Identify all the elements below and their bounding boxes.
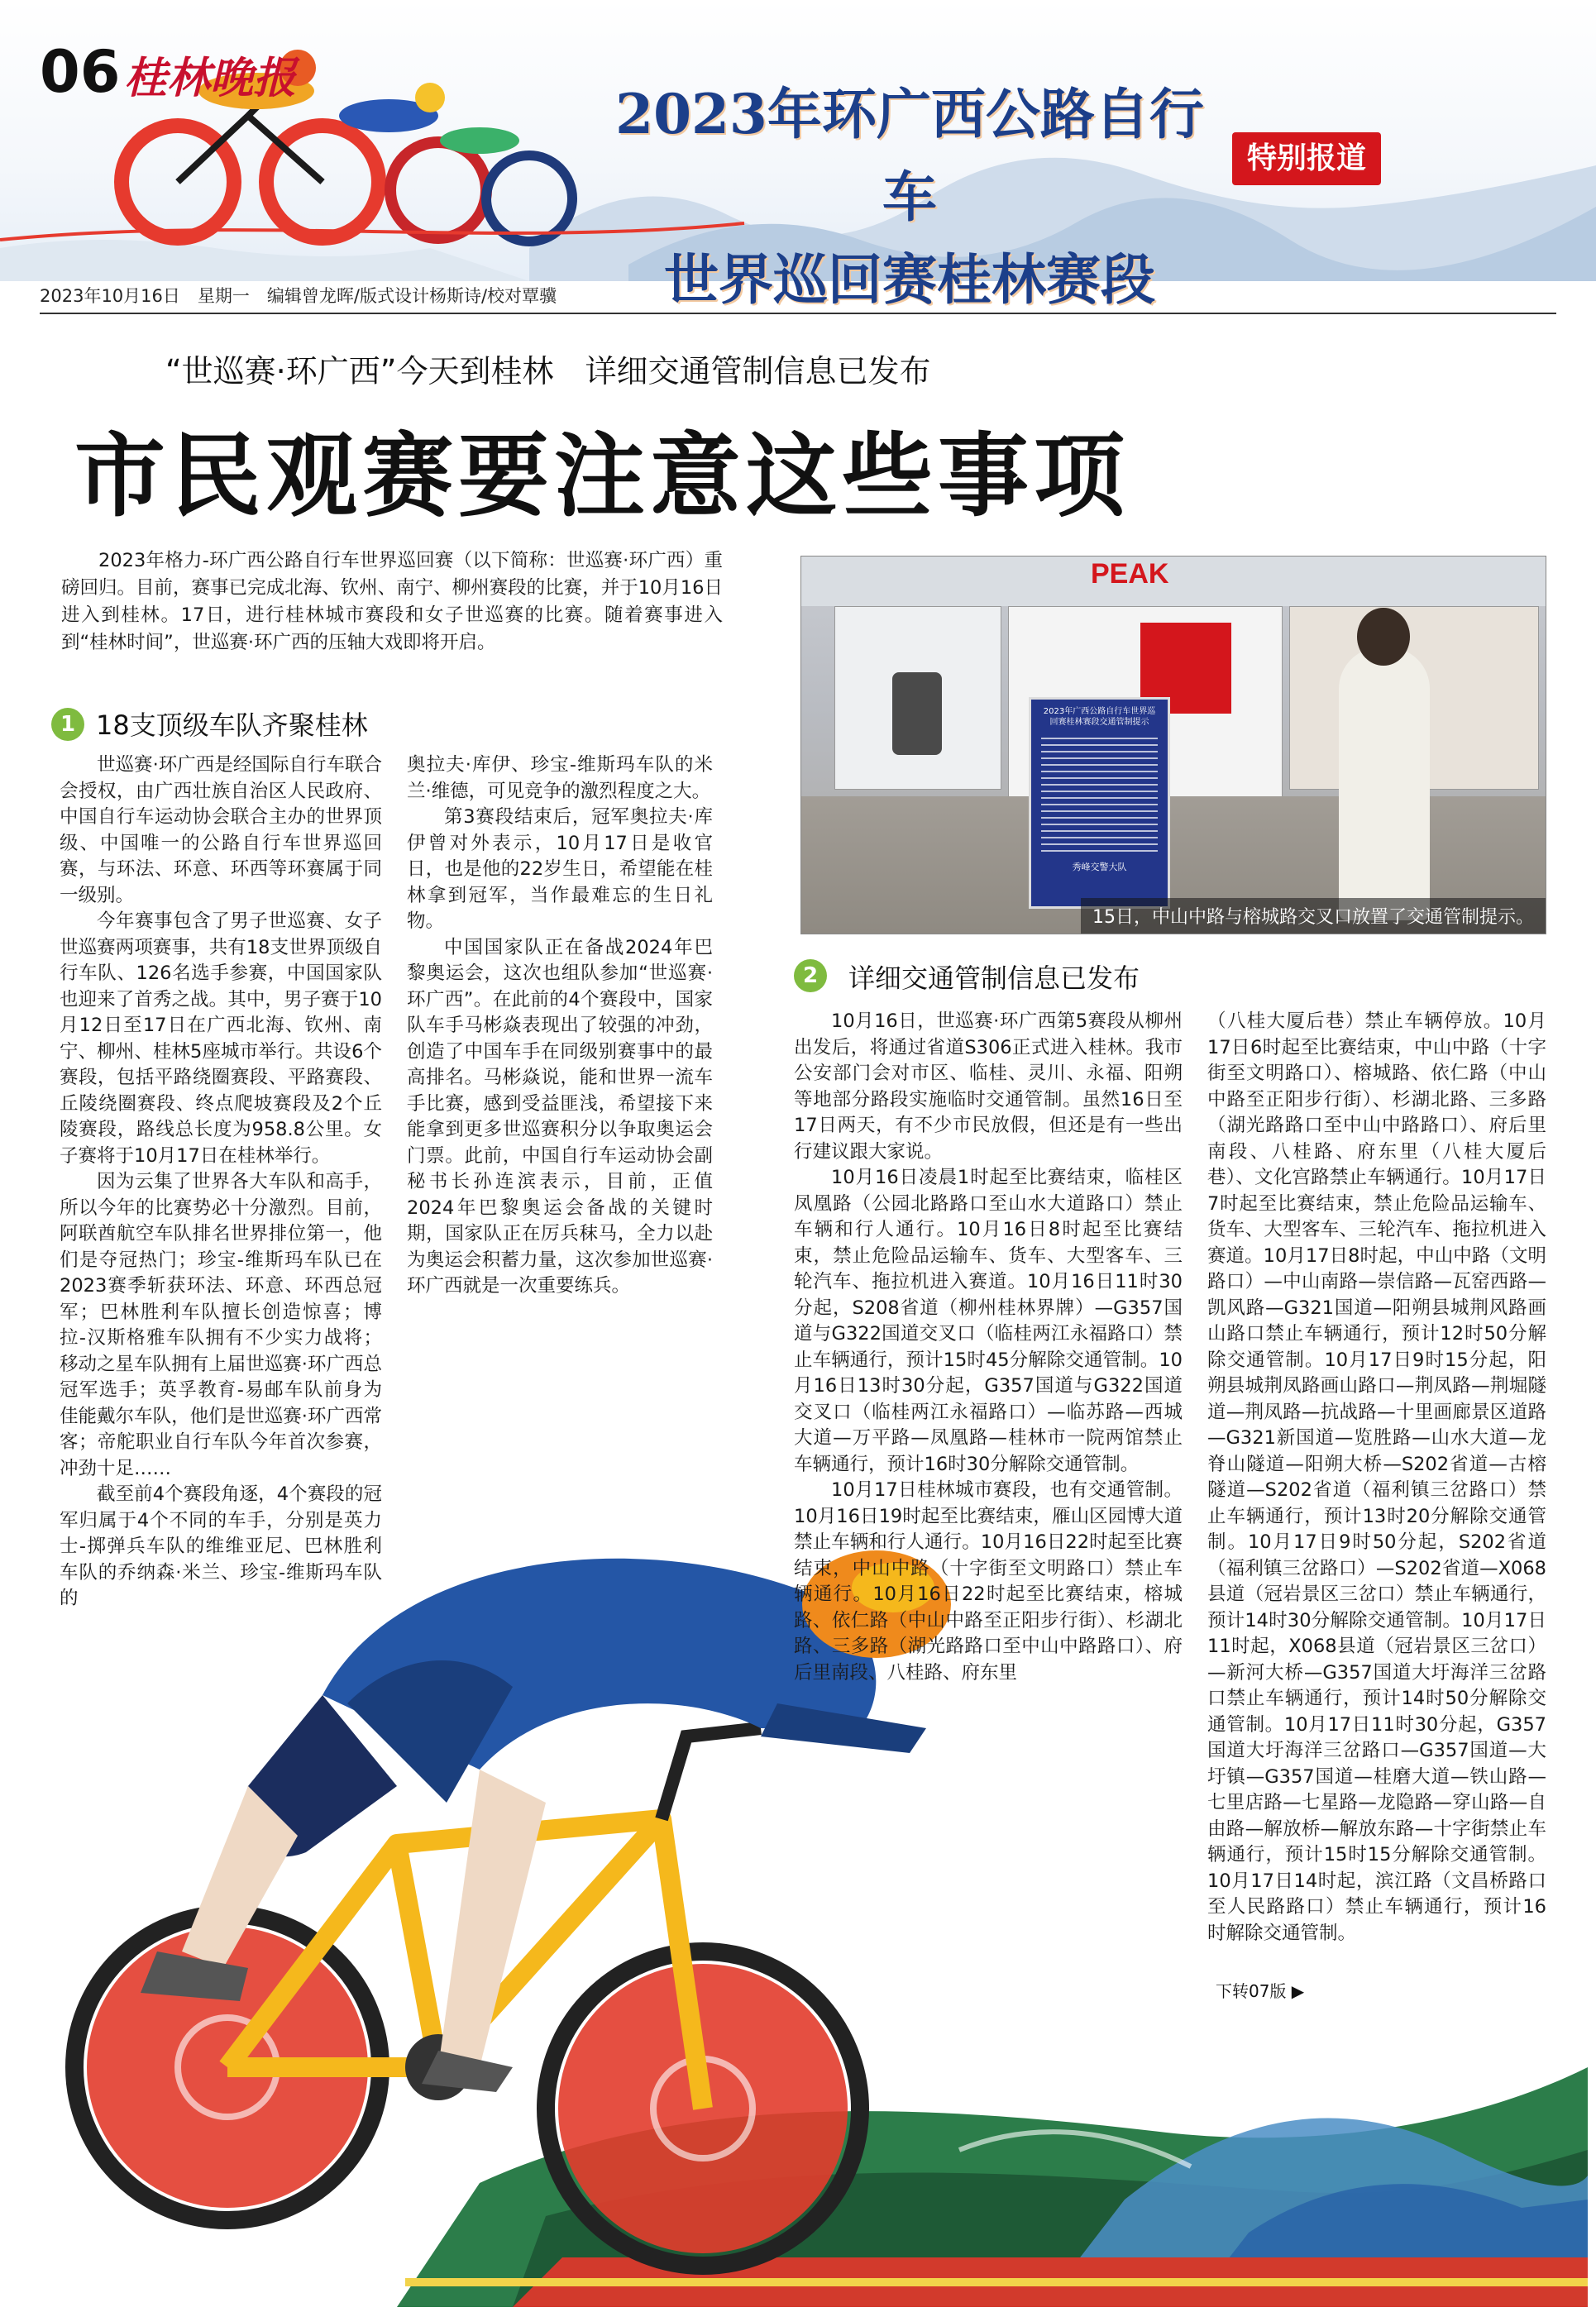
section2-column1 [794,1009,1183,1686]
section2-column2 [1207,1009,1546,1947]
kicker: “世巡赛·环广西”今天到桂林 详细交通管制信息已发布 [165,353,931,389]
board-title: 2023年广西公路自行车世界巡回赛桂林赛段交通管制提示 [1043,707,1156,727]
special-report-badge: 特别报道 [1232,132,1381,185]
date-line: 2023年10月16日 星期一 编辑曾龙晖/版式设计杨斯诗/校对覃骥 [40,286,557,306]
scooter [892,672,942,755]
photo-caption: 15日，中山中路与榕城路交叉口放置了交通管制提示。 [1081,898,1546,934]
traffic-control-board [1029,697,1170,909]
paragraph: 第3赛段结束后，冠军奥拉夫·库伊曾对外表示，10月17日是收官日，也是他的22岁生日，希望能在桂林拿到冠军，当作最难忘的生日礼物。 [407,806,713,932]
section2-number: 2 [794,959,827,992]
paper-name: 桂林晚报 [124,53,297,103]
paragraph: 截至前4个赛段角逐，4个赛段的冠军归属于4个不同的车手，分别是英力士-掷弹兵车队的维维亚尼、巴林胜利车队的乔纳森·米兰、珍宝-维斯玛车队的 [60,1483,382,1609]
section-title-line2: 世界巡回赛桂林赛段 [664,247,1155,312]
paragraph: 今年赛事包含了男子世巡赛、女子世巡赛两项赛事，共有18支世界顶级自行车队、126名选手参赛，中国国家队也迎来了首秀之战。其中，男子赛于10月12日至17日在广西北海、钦州、南宁、柳州、桂林5座城市举行。共设6个赛段，包括平路绕圈赛段、平路赛段、丘陵绕圈赛段、终点爬坡赛段及2个丘陵赛段，路线总长度为958.8公里。女子赛将于10月17日在桂林举行。 [60,910,382,1167]
paragraph: 10月16日，世巡赛·环广西第5赛段从柳州出发后，将通过省道S306正式进入桂林。我市公安部门会对市区、临桂、灵川、永福、阳朔等地部分路段实施临时交通管制。虽然16日至17日两天，有不少市民放假，但还是有一些出行建议跟大家说。 [794,1010,1183,1163]
section1-title: 18支顶级车队齐聚桂林 [96,709,368,741]
board-footer: 秀峰交警大队 [1072,862,1127,872]
paragraph: 因为云集了世界各大车队和高手，所以今年的比赛势必十分激烈。目前，阿联酋航空车队排名世界排位第一，他们是夺冠热门；珍宝-维斯玛车队已在2023赛季斩获环法、环意、环西总冠军；巴林胜利车队擅长创造惊喜；博拉-汉斯格雅车队拥有不少实力战将；移动之星车队拥有上届世巡赛·环广西总冠军选手；英孚教育-易邮车队前身为佳能戴尔车队，他们是世巡赛·环广西常客；帝舵职业自行车队今年首次参赛，冲劲十足…… [60,1171,382,1479]
paragraph: 10月16日凌晨1时起至比赛结束，临桂区凤凰路（公园北路路口至山水大道路口）禁止车辆和行人通行。10月16日8时起至比赛结束，禁止危险品运输车、货车、大型客车、三轮汽车、拖拉机进入赛道。10月16日11时30分起，S208省道（柳州桂林界牌）—G357国道与G322国道交叉口（临桂两江永福路口）禁止车辆通行，预计15时45分解除交通管制。10月16日13时30分起，G357国道与G322国道交叉口（临桂两江永福路口）—临苏路—西城大道—万平路—凤凰路—桂林市一院两馆禁止车辆通行，预计16时30分解除交通管制。 [794,1167,1183,1475]
section-title-line1: 2023年环广西公路自行车 [615,82,1204,229]
section-title [595,73,1224,321]
section1-number: 1 [51,708,84,741]
header-divider [40,313,1556,314]
headline: 市民观赛要注意这些事项 [74,423,1130,529]
paragraph: 奥拉夫·库伊、珍宝-维斯玛车队的米兰·维德，可见竞争的激烈程度之大。 [407,754,713,802]
page-number: 06 [40,38,121,106]
section1-column1 [60,752,382,1612]
paragraph: （八桂大厦后巷）禁止车辆停放。10月17日6时起至比赛结束，中山中路（十字街至文明路口）、榕城路、依仁路（中山中路至正阳步行街）、杉湖北路、三多路（湖光路路口至中山中路路口）、府后里南段、八桂路、府东里（八桂大厦后巷）、文化宫路禁止车辆通行。10月17日7时起至比赛结束，禁止危险品运输车、货车、大型客车、三轮汽车、拖拉机进入赛道。10月17日8时起，中山中路（文明路口）—中山南路—崇信路—瓦窑西路—凯风路—G321国道—阳朔县城荆风路画山路口禁止车辆通行，预计12时50分解除交通管制。10月17日9时15分起，阳朔县城荆凤路画山路口—荆凤路—荆堀隧道—荆凤路—抗战路—十里画廊景区道路—G321新国道—览胜路—山水大道—龙脊山隧道—阳朔大桥—S202省道—古榕隧道—S202省道（福利镇三岔路口）禁止车辆通行，预计13时20分解除交通管制。10月17日9时50分起，S202省道（福利镇三岔路口）—S202省道—X068县道（冠岩景区三岔口）禁止车辆通行，预计14时30分解除交通管制。10月17日11时起，X068县道（冠岩景区三岔口）—新河大桥—G357国道大圩海洋三岔路口禁止车辆通行，预计14时50分解除交通管制。10月17日11时30分起，G357国道大圩海洋三岔路口—G357国道—大圩镇—G357国道—桂磨大道—铁山路—七里店路—七星路—龙隐路—穿山路—自由路—解放桥—解放东路—十字街禁止车辆通行，预计15时15分解除交通管制。10月17日14时起，滨江路（文昌桥路口至人民路路口）禁止车辆通行，预计16时解除交通管制。 [1207,1010,1546,1944]
store-sign: PEAK [1091,558,1169,590]
pedestrian [1339,647,1430,920]
continued-on-page-07[interactable]: 下转07版 ▶ [1216,1981,1305,2001]
paragraph: 10月17日桂林城市赛段，也有交通管制。10月16日19时起至比赛结束，雁山区园博大道禁止车辆和行人通行。10月16日22时起至比赛结束，中山中路（十字街至文明路口）禁止车辆通行。10月16日22时起至比赛结束，榕城路、依仁路（中山中路至正阳步行街）、杉湖北路、三多路（湖光路路口至中山中路路口）、府后里南段、八桂路、府东里 [794,1479,1183,1684]
paragraph: 中国国家队正在备战2024年巴黎奥运会，这次也组队参加“世巡赛·环广西”。在此前的4个赛段中，国家队车手马彬焱表现出了较强的冲劲，创造了中国车手在同级别赛事中的最高排名。马彬焱说，能和世界一流车手比赛，感到受益匪浅，希望接下来能拿到更多世巡赛积分以争取奥运会门票。此前，中国自行车运动协会副秘书长孙连滨表示，目前，正值2024年巴黎奥运会备战的关键时期，国家队正在厉兵秣马，全力以赴为奥运会积蓄力量，这次参加世巡赛·环广西就是一次重要练兵。 [407,936,713,1297]
news-photo [800,556,1546,934]
section2-title: 详细交通管制信息已发布 [848,963,1140,994]
section1-column2 [407,752,713,1300]
intro-paragraph: 2023年格力-环广西公路自行车世界巡回赛（以下简称：世巡赛·环广西）重磅回归。目前，赛事已完成北海、钦州、南宁、柳州赛段的比赛，并于10月16日进入到桂林。17日，进行桂林城市赛段和女子世巡赛的比赛。随着赛事进入到“桂林时间”，世巡赛·环广西的压轴大戏即将开启。 [61,550,723,653]
paragraph: 世巡赛·环广西是经国际自行车联合会授权，由广西壮族自治区人民政府、中国自行车运动协会联合主办的世界顶级、中国唯一的公路自行车世界巡回赛，与环法、环意、环西等环赛属于同一级别。 [60,754,382,906]
